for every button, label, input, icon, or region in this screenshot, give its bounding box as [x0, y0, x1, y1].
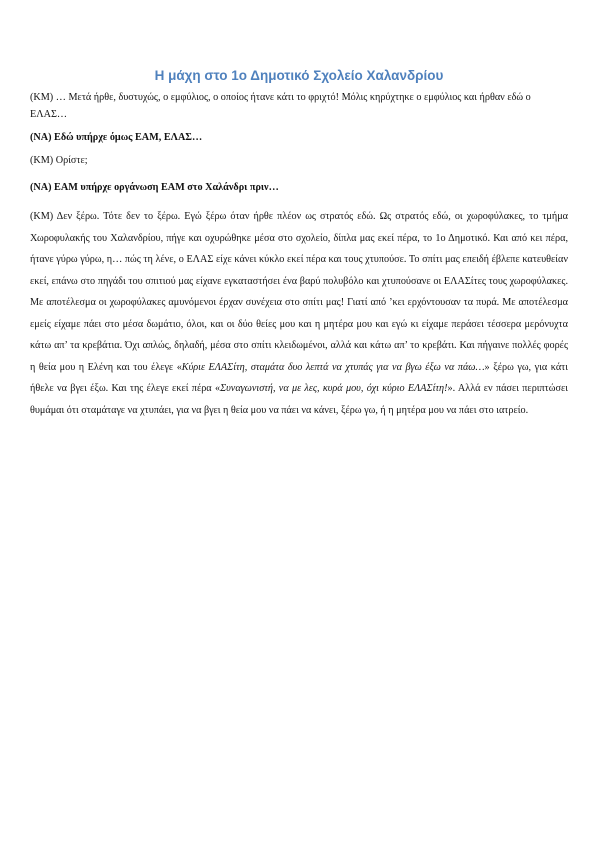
battle-text-part-2: » ξέρω γω, για κάτι ήθελε να βγει έξω. Και της έλεγε εκεί πέρα « — [30, 361, 568, 394]
question-eam-organization: (ΝΑ) ΕΑΜ υπήρχε οργάνωση ΕΑΜ στο Χαλάνδρι πριν… — [30, 182, 279, 193]
paragraph-battle-account — [30, 206, 568, 421]
paragraph-intro: (ΚΜ) … Μετά ήρθε, δυστυχώς, ο εμφύλιος, ο οποίος ήτανε κάτι το φριχτό! Μόλις κηρύχτηκε ο εμφύλιος και ήρθαν εδώ ο ΕΛΑΣ… — [30, 92, 531, 120]
quote-elas-fighter: Συναγωνιστή, να με λες, κυρά μου, όχι κύριο ΕΛΑΣίτη! — [220, 383, 448, 394]
question-eam-elas: (ΝΑ) Εδώ υπήρχε όμως ΕΑΜ, ΕΛΑΣ… — [30, 132, 203, 143]
quote-aunt: Κύριε ΕΛΑΣίτη, σταμάτα δυο λεπτά να χτυπάς για να βγω έξω να πάω… — [181, 361, 485, 373]
battle-text-part-1: (ΚΜ) Δεν ξέρω. Τότε δεν το ξέρω. Εγώ ξέρω όταν ήρθε πλέον ως στρατός εδώ. Ως στρατός εδώ, οι χωροφύλακες, το τμήμα Χωροφυλακής του Χαλανδρίου, πήγε και οχυρώθηκε μέσα στο σχολείο, δίπλα μας εκεί πέρα, το 1ο Δημοτικό. Και από κει πέρα, ήτανε γύρω γύρω, η… πώς τη λένε, ο ΕΛΑΣ είχε κάνει κύκλο εκεί πέρα και τους χτυπούσε. Το σπίτι μας επειδή έβλεπε κατευθείαν εκεί, επάνω στο πηγάδι του σπιτιού μας είχανε εγκαταστήσει ένα βαρύ πολυβόλο και χτυπούσανε οι ΕΛΑΣίτες τους χωροφύλακες. Με αποτέλεσμα οι χωροφύλακες αμυνόμενοι έρχαν συνέχεια στο σπίτι μας! Γιατί από ’κει ερχόντουσαν τα πυρά. Με αποτέλεσμα εμείς είχαμε πάει στο μέσα δωμάτιο, όλοι, και οι δύο θείες μου και η μητέρα μου και εγώ κι είχαμε περάσει τέσσερα μερόνυχτα κάτω απ’ τα κρεβάτια. Όχι απλώς, δηλαδή, μέσα στο σπίτι κλειδωμένοι, αλλά και κάτω απ’ το κρεβάτι. Και πήγαινε πολλές φορές η θεία μου η Ελένη και του έλεγε « — [30, 211, 568, 373]
battle-text-part-3: ». Αλλά εν πάσει περιπτώσει θυμάμαι ότι σταμάταγε να χτυπάει, για να βγει η θεία μου να πάει να κάνει, ξέρω γω, ή η μητέρα μου να πάει στο ιατρείο. — [30, 383, 568, 416]
document-title: Η μάχη στο 1ο Δημοτικό Σχολείο Χαλανδρίου — [154, 68, 444, 83]
paragraph-oriste: (ΚΜ) Ορίστε; — [30, 155, 88, 166]
